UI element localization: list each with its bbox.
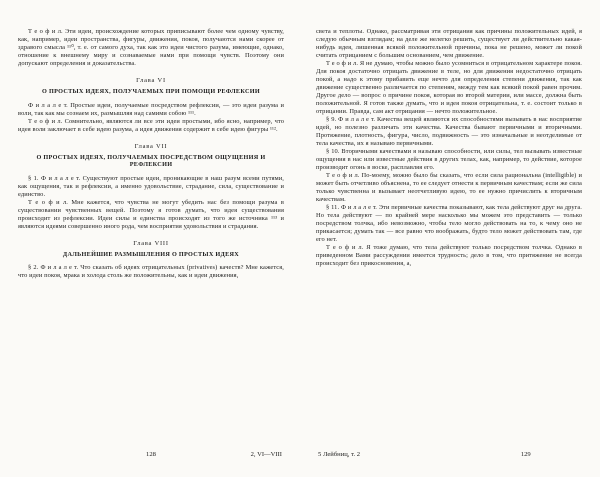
right-page-footer bbox=[316, 451, 582, 460]
left-page-text bbox=[18, 28, 284, 280]
chapter-title: О ПРОСТЫХ ИДЕЯХ, ПОЛУЧАЕМЫХ ПРИ ПОМОЩИ РЕФЛЕКСИИ bbox=[42, 88, 260, 95]
paragraph: § 9. Ф и л а л е т. Качества вещей являются их способностями вызывать в нас восприятие идей, но полезно различать эти качества. Качества бывают первичными и вторичными. Протяжение, плотность, фигура, число, подвижность — это изначальные и неотделимые от тела качества, их я называю первичными. bbox=[316, 116, 582, 147]
right-page bbox=[316, 0, 582, 477]
paragraph: света и теплоты. Однако, рассматривая эти отрицания как причины положительных идей, я следую обычным взглядам; на деле же нелегко решить, существует ли действительно какая-нибудь идея, лишенная всякой положительной причины, пока не решено, может ли покой считать отрицанием с большим основанием, чем движение. bbox=[316, 28, 582, 59]
paragraph: Ф и л а л е т. Простые идеи, получаемые посредством рефлексии, — это идеи разума и воли, так как мы сознаем их, размышляя над самими собою ¹¹¹. bbox=[18, 101, 284, 117]
page-number: 129 bbox=[520, 451, 531, 458]
paragraph: § 1. Ф и л а л е т. Существуют простые идеи, проникающие в наш разум всеми путями, как ощущения, так и рефлексии, а именно удовольствие, страдание, сила, существование и единство. bbox=[18, 174, 284, 198]
paragraph: § 11. Ф и л а л е т. Эти первичные качества показывают, как тела действуют друг на друга. Но тела действуют — по крайней мере насколько мы можем это представить — только посредством толчка, ибо невозможно, чтобы тело могло действовать на то, к чему оно не прикасается; думать так — все равно что воображать, будто тело может действовать там, где его нет. bbox=[316, 204, 582, 243]
left-page-footer bbox=[18, 451, 284, 460]
chapter-title: ДАЛЬНЕЙШИЕ РАЗМЫШЛЕНИЯ О ПРОСТЫХ ИДЕЯХ bbox=[62, 250, 240, 258]
chapter-title: О ПРОСТЫХ ИДЕЯХ, ПОЛУЧАЕМЫХ ПОСРЕДСТВОМ ОЩУЩЕНИЯ И РЕФЛЕКСИИ bbox=[36, 153, 266, 169]
running-signature: 2, VI—VIII bbox=[250, 451, 282, 458]
paragraph: Т е о ф и л. Эти идеи, происхождение которых приписывают более чем одному чувству, как, например, идеи пространства, фигуры, движения, покоя, получаются нами скорее от здравого смысла ¹¹⁰, т. е. от самого духа, так как это идеи чистого разума, имеющие, однако, отношение к внешнему миру и сознаваемые нами при помощи чувств. Поэтому они допускают определения и доказательства. bbox=[18, 28, 284, 67]
left-page bbox=[18, 0, 284, 477]
paragraph: Т е о ф и л. Сомнительно, являются ли все эти идеи простыми, ибо ясно, например, что идея воли заключает в себе идею разума, а идея движения содержит в себе идею фигуры ¹¹². bbox=[18, 117, 284, 133]
paragraph: Т е о ф и л. По-моему, можно было бы сказать, что если сила рациональна (intelligible) и может быть отчетливо объяснена, то ее следует отнести к первичным качествам; если же сила только чувственна и вызывает неотчетливую идею, то ее нужно причислить к вторичным качествам. bbox=[316, 172, 582, 203]
paragraph: § 2. Ф и л а л е т. Что сказать об идеях отрицательных (privatives) качеств? Мне кажется, что идеи покоя, мрака и холода столь же положительны, как и идеи движения, bbox=[18, 264, 284, 280]
chapter-number: Глава VII bbox=[134, 142, 168, 150]
imprint-signature: 5 Лейбниц, т. 2 bbox=[318, 451, 361, 458]
chapter-number: Глава VIII bbox=[133, 239, 169, 247]
paragraph: Т е о ф и л. Мне кажется, что чувства не могут убедить нас без помощи разума в существовании чувственных вещей. Поэтому я готов думать, что идея существования происходит из рефлексии. Идеи силы и единства происходят из того же источника ¹¹³ и являются идеями совершенно иного рода, чем восприятия удовольствия и страдания. bbox=[18, 198, 284, 230]
chapter-number: Глава VI bbox=[136, 77, 166, 84]
right-page-text bbox=[316, 28, 582, 268]
paragraph: § 10. Вторичными качествами я называю способности, или силы, тел вызывать известные ощущения в нас или известные действия в других телах, как, например, то действие, которое производит огонь в воске, расплавляя его. bbox=[316, 148, 582, 171]
paragraph: Т е о ф и л. Я не думаю, чтобы можно было усомниться в отрицательном характере покоя. Для покоя достаточно отрицать движение в теле, но для движения недостаточно отрицать покой, а надо к этому прибавить еще нечто для определения степени движения, так как движение существенно различается по степеням, между тем как всякий покой равен прочим. Другое дело — вопрос о причине покоя, которая во второй материи, или массе, должна быть положительной. Я готов также думать, что и идея покоя отрицательна, т. е. состоит только в отрицании. Правда, сам акт отрицания — нечто положительное. bbox=[316, 60, 582, 115]
paragraph: Т е о ф и л. Я тоже думаю, что тела действуют только посредством толчка. Однако в приведенном Вами рассуждении имеется трудность; дело в том, что притяжение не всегда происходит без прикосновения, а, bbox=[316, 244, 582, 267]
page-number: 128 bbox=[146, 451, 156, 458]
